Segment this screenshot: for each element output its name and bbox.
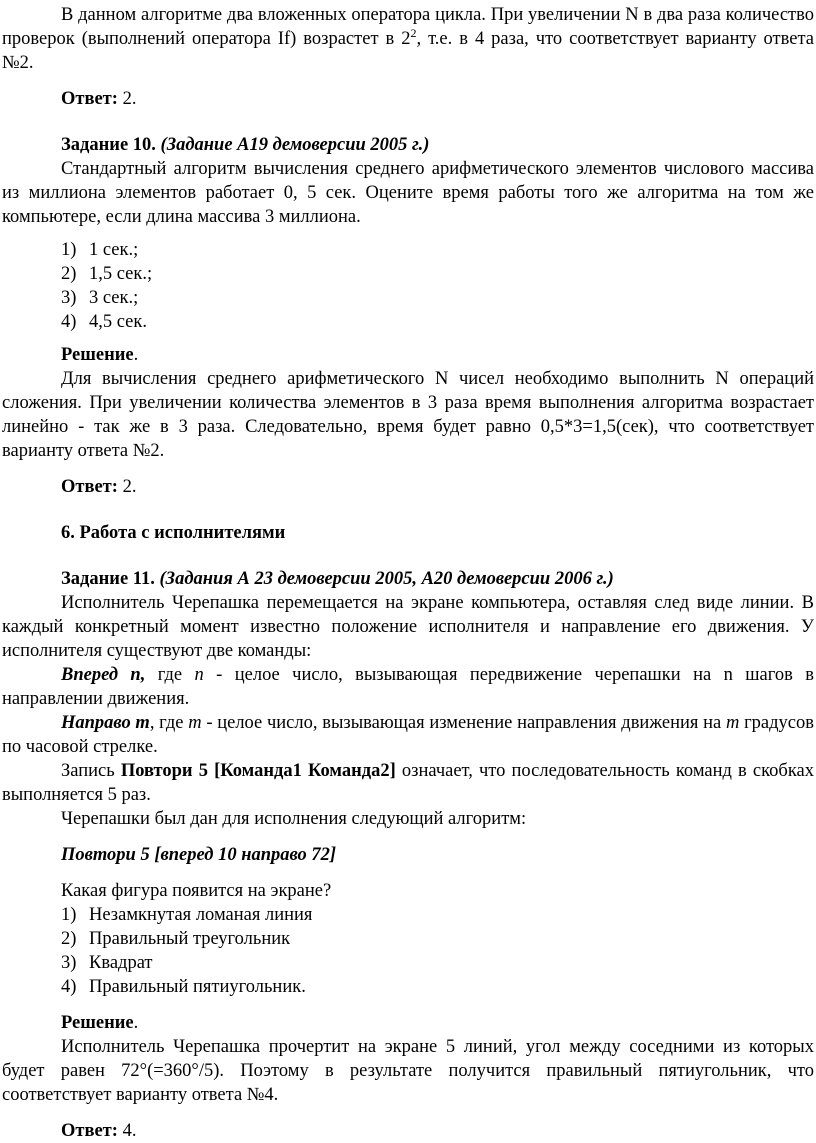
task11-repeat-note: Запись Повтори 5 [Команда1 Команда2] означает, что последовательность команд в скобках выполняется 5 раз. bbox=[2, 761, 814, 805]
task10-option: 1) 1 сек.; bbox=[61, 240, 139, 260]
solution-label: Решение bbox=[61, 345, 134, 365]
task10-answer bbox=[2, 475, 814, 499]
paragraph-intro bbox=[2, 3, 814, 75]
task10-option: 2) 1,5 сек.; bbox=[61, 264, 153, 284]
task11-option: 2) Правильный треугольник bbox=[61, 929, 291, 949]
task11-option: 1) Незамкнутая ломаная линия bbox=[61, 905, 313, 925]
task10-text: Стандартный алгоритм вычисления среднего арифметического элементов числового массива из миллиона элементов работает 0, 5 сек. Оцените время работы того же алгоритма на том же компьютере, если длина массива 3 миллиона. bbox=[2, 159, 814, 227]
task11-command-right: Направо m, где m - целое число, вызывающая изменение направления движения на m градусов по часовой стрелке. bbox=[2, 713, 814, 757]
task11-given: Черепашки был дан для исполнения следующий алгоритм: bbox=[61, 809, 527, 829]
task10-options bbox=[2, 238, 814, 334]
task10-option: 4) 4,5 сек. bbox=[61, 312, 148, 332]
task11-answer bbox=[2, 1119, 814, 1143]
answer-value: 4. bbox=[117, 1121, 137, 1141]
task11-options bbox=[2, 903, 814, 999]
task10-title: Задание 10. bbox=[61, 135, 156, 155]
section-heading: 6. Работа с исполнителями bbox=[61, 523, 286, 543]
task11-option: 4) Правильный пятиугольник. bbox=[61, 977, 306, 997]
task11-command-forward: Вперед n, где n - целое число, вызывающая передвижение черепашки на n шагов в направлении движения. bbox=[2, 665, 814, 709]
answer-1 bbox=[2, 87, 814, 111]
task10-solution-heading: Решение. bbox=[61, 345, 139, 365]
answer-value: 2. bbox=[117, 477, 137, 497]
answer-label: Ответ: bbox=[61, 1121, 118, 1141]
task11-algorithm: Повтори 5 [вперед 10 направо 72] bbox=[61, 845, 337, 865]
task11-solution: Исполнитель Черепашка прочертит на экране 5 линий, угол между соседними из которых будет равен 72°(=360°/5). Поэтому в результате получится правильный пятиугольник, что соответствует варианту ответа №4. bbox=[2, 1037, 814, 1105]
task11-title: Задание 11. bbox=[61, 569, 155, 589]
task11-question: Какая фигура появится на экране? bbox=[61, 881, 332, 901]
task10-option: 3) 3 сек.; bbox=[61, 288, 139, 308]
task11-source: (Задания А 23 демоверсии 2005, А20 демоверсии 2006 г.) bbox=[154, 569, 614, 589]
task11-solution-heading: Решение. bbox=[61, 1013, 139, 1033]
task10-source: (Задание А19 демоверсии 2005 г.) bbox=[155, 135, 430, 155]
answer-label: Ответ: bbox=[61, 89, 118, 109]
task10-solution: Для вычисления среднего арифметического N чисел необходимо выполнить N операций сложения. При увеличении количества элементов в 3 раза время выполнения алгоритма возрастает линейно - так же в 3 раза. Следовательно, время будет равно 0,5*3=1,5(сек), что соответствует варианту ответа №2. bbox=[2, 369, 814, 461]
intro-superscript: 2 bbox=[410, 25, 417, 40]
task10-heading bbox=[2, 133, 814, 157]
task11-heading bbox=[2, 567, 814, 591]
task11-option: 3) Квадрат bbox=[61, 953, 153, 973]
answer-value: 2. bbox=[117, 89, 137, 109]
answer-label: Ответ: bbox=[61, 477, 118, 497]
solution-label: Решение bbox=[61, 1013, 134, 1033]
intro-text-end: , т.е. в 4 раза, что соответствует варианту ответа №2. bbox=[2, 29, 815, 73]
task11-intro: Исполнитель Черепашка перемещается на экране компьютера, оставляя след виде линии. В каждый конкретный момент известно положение исполнителя и направление его движения. У исполнителя существуют две команды: bbox=[2, 593, 814, 661]
intro-text: В данном алгоритме два вложенных оператора цикла. При увеличении N в два раза количество проверок (выполнений оператора If) возрастет в 2 bbox=[2, 5, 814, 49]
